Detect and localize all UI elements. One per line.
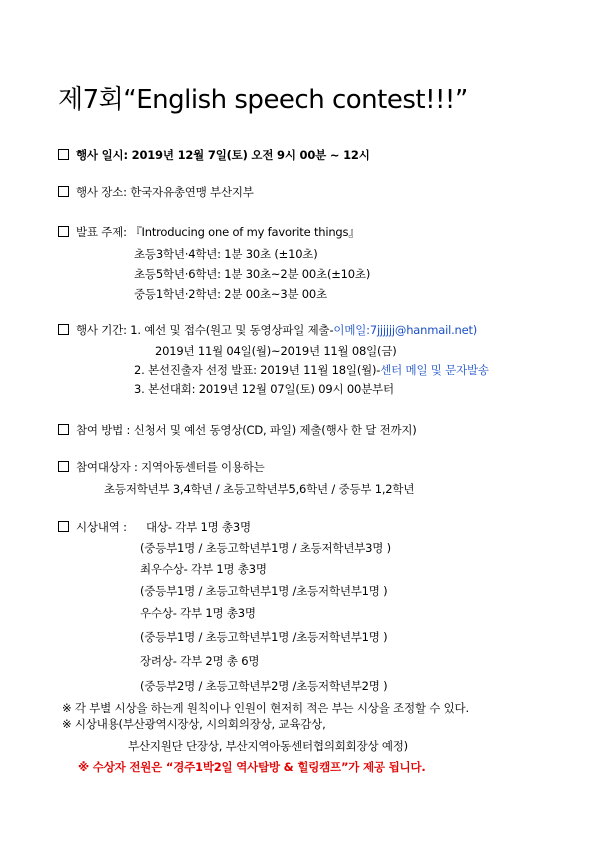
topic-label: 발표 주제 [76, 225, 124, 239]
award-item: 우수상- 각부 1명 총3명 [140, 606, 256, 620]
period-row: 행사 기간: 1. 예선 및 접수(원고 및 동영상파일 제출-이메일:7jjjjjj@hanmail.net) [58, 323, 477, 337]
checkbox-icon [58, 226, 69, 237]
date-value: 2019년 12월 7일(토) 오전 9시 00분 ~ 12시 [131, 148, 370, 162]
checkbox-icon [58, 149, 69, 160]
period-email[interactable]: 이메일:7jjjjjj@hanmail.net) [333, 323, 478, 337]
venue-row: 행사 장소: 한국자유총연맹 부산지부 [58, 185, 254, 199]
target-row: 참여대상자 : 지역아동센터를 이용하는 [58, 460, 265, 474]
topic-time: 초등3학년·4학년: 1분 30초 (±10초) [134, 247, 318, 261]
awards-label: 시상내역 [76, 520, 120, 534]
period-line4: 3. 본선대회: 2019년 12월 07일(토) 09시 00분부터 [134, 382, 394, 396]
note-item: 부산지원단 단장상, 부산지역아동센터협의회회장상 예정) [128, 739, 408, 753]
checkbox-icon [58, 324, 69, 335]
period-line1: 1. 예선 및 접수(원고 및 동영상파일 제출- [130, 323, 334, 337]
method-label: 참여 방법 [76, 423, 124, 437]
topic-time: 초등5학년·6학년: 1분 30초~2분 00초(±10초) [134, 267, 371, 281]
period-line2: 2019년 11월 04일(월)~2019년 11월 08일(금) [155, 344, 397, 358]
method-value: 신청서 및 예선 동영상(CD, 파일) 제출(행사 한 달 전까지) [133, 423, 417, 437]
target-label: 참여대상자 [76, 460, 131, 474]
venue-label: 행사 장소 [76, 185, 124, 199]
award-item: (중등부1명 / 초등고학년부1명 / 초등저학년부3명 ) [140, 541, 391, 555]
topic-row: 발표 주제: 『Introducing one of my favorite things』 [58, 225, 360, 239]
venue-value: 한국자유총연맹 부산지부 [130, 185, 254, 199]
period-line3-blue: 센터 메일 및 문자발송 [380, 363, 489, 377]
method-row: 참여 방법 : 신청서 및 예선 동영상(CD, 파일) 제출(행사 한 달 전까지) [58, 423, 417, 437]
award-item: 장려상- 각부 2명 총 6명 [140, 654, 260, 668]
period-line3 [134, 363, 489, 377]
target-line2: 초등저학년부 3,4학년 / 초등고학년부5,6학년 / 중등부 1,2학년 [104, 482, 415, 496]
note-item: ※ 각 부별 시상을 하는게 원칙이나 인원이 현저히 적은 부는 시상을 조정할 수 있다. [62, 701, 469, 715]
note-item: ※ 시상내용(부산광역시장상, 시의회의장상, 교육감상, [62, 717, 326, 731]
award-item: (중등부1명 / 초등고학년부1명 /초등저학년부1명 ) [140, 630, 388, 644]
period-line3-text: 2. 본선진출자 선정 발표: 2019년 11월 18일(월)- [134, 363, 381, 377]
date-label: 행사 일시 [76, 148, 124, 162]
checkbox-icon [58, 521, 69, 532]
highlight-note: ※ 수상자 전원은 “경주1박2일 역사탐방 & 힐링캠프”가 제공 됩니다. [78, 760, 426, 774]
target-value: 지역아동센터를 이용하는 [141, 460, 265, 474]
award-item: (중등부2명 / 초등고학년부2명 /초등저학년부2명 ) [140, 679, 388, 693]
checkbox-icon [58, 424, 69, 435]
topic-value: 『Introducing one of my favorite things』 [130, 225, 360, 239]
checkbox-icon [58, 186, 69, 197]
date-row: 행사 일시: 2019년 12월 7일(토) 오전 9시 00분 ~ 12시 [58, 148, 370, 162]
award-item: 최우수상- 각부 1명 총3명 [140, 562, 267, 576]
award-item: 대상- 각부 1명 총3명 [146, 520, 251, 534]
page-title: 제7회“English speech contest!!!” [58, 85, 468, 115]
topic-time: 중등1학년·2학년: 2분 00초~3분 00초 [134, 287, 327, 301]
award-item: (중등부1명 / 초등고학년부1명 /초등저학년부1명 ) [140, 584, 388, 598]
period-label: 행사 기간 [76, 323, 124, 337]
awards-row: 시상내역 : [58, 520, 127, 534]
checkbox-icon [58, 461, 69, 472]
